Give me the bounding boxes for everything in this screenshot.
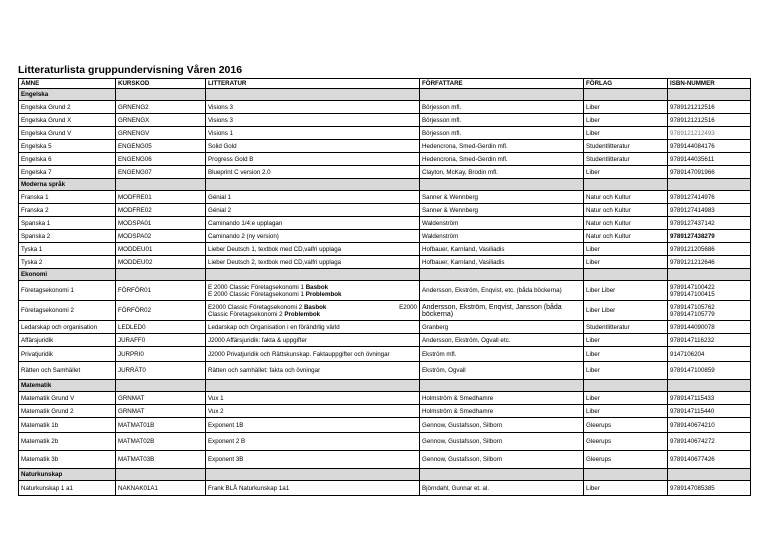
table-cell — [206, 380, 420, 392]
header-row — [19, 79, 751, 89]
table-cell: Ledarskap och organisation — [19, 321, 116, 334]
table-cell — [116, 89, 206, 101]
table-row — [19, 114, 751, 127]
section-row-naturkunskap — [19, 469, 751, 481]
table-cell: Granberg — [420, 321, 584, 334]
table-cell: Gleerups — [584, 433, 668, 451]
table-cell: Tyska 2 — [19, 256, 116, 269]
table-cell: Lieber Deutsch 2, textbok med CD,valfri upplaga — [206, 256, 420, 269]
table-cell: Exponent 2 B — [206, 433, 420, 451]
table-cell: Liber — [584, 101, 668, 114]
table-row — [19, 281, 751, 301]
table-cell: 9789121212646 — [668, 256, 751, 269]
table-cell: Andersson, Ekström, Enqvist, etc. (båda böckerna) — [420, 281, 584, 301]
table-cell: Engelska Grund 2 — [19, 101, 116, 114]
table-cell: Spanska 1 — [19, 217, 116, 230]
cell-text: Problembok — [305, 290, 342, 298]
table-cell: Engelska Grund X — [19, 114, 116, 127]
table-cell: MODFRE01 — [116, 191, 206, 204]
table-cell: Matematik Grund V — [19, 392, 116, 405]
table-cell: Exponent 1B — [206, 418, 420, 433]
table-cell: ENGENG06 — [116, 153, 206, 166]
table-cell: 9789140677426 — [668, 451, 751, 469]
table-cell: Hedencrona, Smed-Gerdin mfl. — [420, 140, 584, 153]
table-cell: Matematik Grund 2 — [19, 405, 116, 418]
table-cell — [206, 89, 420, 101]
table-cell: Liber — [584, 362, 668, 380]
column-header: FÖRLAG — [584, 79, 668, 89]
table-cell: J2000 Privatjuridik och Rättskunskap. Faktauppgifter och övningar — [206, 347, 420, 362]
table-cell: Liber — [584, 334, 668, 347]
section-row-matematik — [19, 380, 751, 392]
table-cell: 9789147085385 — [668, 481, 751, 496]
table-cell: Natur och Kultur — [584, 204, 668, 217]
table-cell: MATMAT01B — [116, 418, 206, 433]
table-cell: Ekström mfl. — [420, 347, 584, 362]
table-cell — [668, 301, 751, 321]
table-cell: Lieber Deutsch 1, textbok med CD,valfri upplaga — [206, 243, 420, 256]
table-cell — [668, 269, 751, 281]
table-cell — [206, 179, 420, 191]
section-label: Matematik — [19, 380, 116, 392]
table-cell: Liber — [584, 347, 668, 362]
table-cell: MODDEU02 — [116, 256, 206, 269]
table-cell: 9789147100859 — [668, 362, 751, 380]
table-cell: 9789144035611 — [668, 153, 751, 166]
table-cell: Företagsekonomi 1 — [19, 281, 116, 301]
column-header: ISBN-NUMMER — [668, 79, 751, 89]
table-cell: Matematik 3b — [19, 451, 116, 469]
table-cell: 9789127414976 — [668, 191, 751, 204]
table-cell: Vux 1 — [206, 392, 420, 405]
table-cell: Waldenström — [420, 230, 584, 243]
table-cell: 9789121205686 — [668, 243, 751, 256]
table-cell: MATMAT02B — [116, 433, 206, 451]
table-row — [19, 217, 751, 230]
cell-text: Problembok — [284, 310, 321, 318]
table-cell — [668, 469, 751, 481]
cell-text: E 2000 Classic Företagsekonomi 1 — [208, 290, 306, 298]
section-label: Moderna språk — [19, 179, 116, 191]
table-cell: Sanner & Wennberg — [420, 191, 584, 204]
table-cell — [668, 380, 751, 392]
table-row — [19, 191, 751, 204]
table-cell: Börjesson mfl. — [420, 114, 584, 127]
table-cell: Engelska 6 — [19, 153, 116, 166]
column-header: KURSKOD — [116, 79, 206, 89]
table-row — [19, 321, 751, 334]
cell-text: 9789147105762 — [670, 303, 715, 311]
table-cell — [584, 469, 668, 481]
table-cell: Engelska 5 — [19, 140, 116, 153]
table-cell: Visions 3 — [206, 114, 420, 127]
table-cell — [668, 179, 751, 191]
table-cell — [206, 301, 420, 321]
table-cell — [206, 281, 420, 301]
table-row — [19, 301, 751, 321]
table-cell: Liber — [584, 405, 668, 418]
table-cell: MODSPA01 — [116, 217, 206, 230]
section-row-engelska — [19, 89, 751, 101]
table-cell: 9789127438279 — [668, 230, 751, 243]
table-cell: JURPRI0 — [116, 347, 206, 362]
table-cell: Natur och Kultur — [584, 217, 668, 230]
table-cell: Ekström, Ogvall — [420, 362, 584, 380]
table-cell: Progress Gold B — [206, 153, 420, 166]
table-cell: FÖRFÖR01 — [116, 281, 206, 301]
table-cell: JURRÄT0 — [116, 362, 206, 380]
table-cell: Hofbauer, Karnland, Vasiliadis — [420, 256, 584, 269]
table-cell — [206, 269, 420, 281]
table-cell: GRNENG2 — [116, 101, 206, 114]
table-row — [19, 418, 751, 433]
table-cell: 9789121212493 — [668, 127, 751, 140]
cell-text: Basbok — [305, 283, 329, 291]
table-row — [19, 362, 751, 380]
table-row — [19, 127, 751, 140]
table-cell: Holmström & Smedhamre — [420, 405, 584, 418]
table-cell — [584, 380, 668, 392]
table-cell: Sanner & Wennberg — [420, 204, 584, 217]
table-cell: Visions 3 — [206, 101, 420, 114]
table-cell: MODFRE02 — [116, 204, 206, 217]
table-cell: Börjesson mfl. — [420, 101, 584, 114]
table-cell — [420, 469, 584, 481]
table-cell: 9789147091966 — [668, 166, 751, 179]
table-cell: Waldenström — [420, 217, 584, 230]
table-cell: Ledarskap och Organisation i en förändrlig värld — [206, 321, 420, 334]
cell-text: 9789147100415 — [670, 290, 715, 298]
table-cell: Franska 1 — [19, 191, 116, 204]
table-cell: Liber — [584, 114, 668, 127]
table-row — [19, 481, 751, 496]
table-cell: Gennow, Gustafsson, Silborn — [420, 433, 584, 451]
table-cell — [116, 179, 206, 191]
table-cell: Solid Gold — [206, 140, 420, 153]
table-cell: Privatjuridik — [19, 347, 116, 362]
cell-text: Basbok — [303, 303, 327, 311]
table-row — [19, 230, 751, 243]
table-cell: Andersson, Ekström, Ogvall etc. — [420, 334, 584, 347]
table-cell: Spanska 2 — [19, 230, 116, 243]
cell-text: E2000 Classic Företagsekonomi 2 — [208, 303, 304, 311]
table-cell: Caminando 2 (ny version) — [206, 230, 420, 243]
table-cell: Hedencrona, Smed-Gerdin mfl. — [420, 153, 584, 166]
table-cell: Liber — [584, 127, 668, 140]
table-cell: 9789140674272 — [668, 433, 751, 451]
table-cell: Gennow, Gustafsson, Silborn — [420, 418, 584, 433]
table-cell: GRNMAT — [116, 392, 206, 405]
table-cell — [668, 89, 751, 101]
table-cell: 9789121212516 — [668, 101, 751, 114]
table-cell: Holmström & Smedhamre — [420, 392, 584, 405]
table-cell: Liber — [584, 481, 668, 496]
cell-text: 9789147100422 — [670, 283, 715, 291]
table-cell: Björndahl, Gunnar et. al. — [420, 481, 584, 496]
table-row — [19, 256, 751, 269]
table-cell: Frank BLÅ Naturkunskap 1a1 — [206, 481, 420, 496]
section-label: Ekonomi — [19, 269, 116, 281]
table-cell: Liber — [584, 256, 668, 269]
page-title: Litteraturlista gruppundervisning Våren 2016 — [18, 64, 243, 76]
table-cell: Génial 1 — [206, 191, 420, 204]
table-cell: MODDEU01 — [116, 243, 206, 256]
table-cell: Natur och Kultur — [584, 191, 668, 204]
table-cell: Matematik 2b — [19, 433, 116, 451]
table-row — [19, 433, 751, 451]
table-cell: 9789147116232 — [668, 334, 751, 347]
table-cell — [116, 380, 206, 392]
table-cell: Vux 2 — [206, 405, 420, 418]
table-cell: 9789144090078 — [668, 321, 751, 334]
table-cell: Franska 2 — [19, 204, 116, 217]
table-row — [19, 392, 751, 405]
table-cell: Studentlitteratur — [584, 153, 668, 166]
section-row-moderna — [19, 179, 751, 191]
table-cell: GRNENGX — [116, 114, 206, 127]
table-cell: Caminando 1/4:e upplagan — [206, 217, 420, 230]
table-cell: Liber Liber — [584, 281, 668, 301]
table-cell: Liber — [584, 166, 668, 179]
table-cell: Rätten och samhället: fakta och övningar — [206, 362, 420, 380]
table-cell: Hofbauer, Karnland, Vasiliadis — [420, 243, 584, 256]
table-cell: Gleerups — [584, 451, 668, 469]
table-cell — [206, 469, 420, 481]
cell-text: 9789147105779 — [670, 310, 715, 318]
section-label: Engelska — [19, 89, 116, 101]
table-cell: Clayton, McKay, Brodin mfl. — [420, 166, 584, 179]
table-row — [19, 347, 751, 362]
table-cell: GRNENGV — [116, 127, 206, 140]
table-cell: LEDLED0 — [116, 321, 206, 334]
table-cell — [420, 179, 584, 191]
table-cell: Natur och Kultur — [584, 230, 668, 243]
table-row — [19, 140, 751, 153]
table-cell: Gleerups — [584, 418, 668, 433]
cell-text: E2000 — [399, 303, 417, 311]
column-header: LITTERATUR — [206, 79, 420, 89]
cell-text: Classic Företagsekonomi 2 — [208, 310, 285, 318]
table-cell: 9789127437142 — [668, 217, 751, 230]
column-header: ÄMNE — [19, 79, 116, 89]
table-row — [19, 334, 751, 347]
table-cell: GRNMAT — [116, 405, 206, 418]
table-cell: Engelska 7 — [19, 166, 116, 179]
table-cell: JURAFF0 — [116, 334, 206, 347]
table-cell: Företagsekonomi 2 — [19, 301, 116, 321]
section-label: Naturkunskap — [19, 469, 116, 481]
table-cell: Gennow, Gustafsson, Silborn — [420, 451, 584, 469]
table-cell: 9789144084176 — [668, 140, 751, 153]
literature-table — [18, 78, 751, 496]
table-row — [19, 451, 751, 469]
table-cell — [420, 269, 584, 281]
table-cell — [116, 469, 206, 481]
table-cell: Matematik 1b — [19, 418, 116, 433]
table-cell — [584, 89, 668, 101]
table-cell: Rätten och Samhället — [19, 362, 116, 380]
table-cell: ENGENG05 — [116, 140, 206, 153]
table-cell: Tyska 1 — [19, 243, 116, 256]
section-row-ekonomi — [19, 269, 751, 281]
table-cell — [420, 89, 584, 101]
table-row — [19, 101, 751, 114]
table-row — [19, 204, 751, 217]
table-cell: Liber Liber — [584, 301, 668, 321]
table-cell: 9789147115440 — [668, 405, 751, 418]
table-cell: ENGENG07 — [116, 166, 206, 179]
table-cell: MODSPA02 — [116, 230, 206, 243]
table-cell — [668, 281, 751, 301]
table-cell: 9789147115433 — [668, 392, 751, 405]
table-row — [19, 243, 751, 256]
table-cell: Liber — [584, 243, 668, 256]
table-cell: Engelska Grund V — [19, 127, 116, 140]
cell-text: E 2000 Classic Företagsekonomi 1 — [208, 283, 306, 291]
table-cell: Visions 1 — [206, 127, 420, 140]
table-row — [19, 405, 751, 418]
table-row — [19, 166, 751, 179]
table-cell: Studentlitteratur — [584, 321, 668, 334]
table-cell: 9789140674210 — [668, 418, 751, 433]
table-cell: MATMAT03B — [116, 451, 206, 469]
table-cell: 9789121212516 — [668, 114, 751, 127]
table-cell — [584, 179, 668, 191]
table-cell: Andersson, Ekström, Enqvist, Jansson (båda böckerna) — [420, 301, 584, 321]
table-cell: Studentlitteratur — [584, 140, 668, 153]
table-cell: Affärsjuridik — [19, 334, 116, 347]
table-cell — [420, 380, 584, 392]
table-cell: NAKNAK01A1 — [116, 481, 206, 496]
table-cell: 9789127414983 — [668, 204, 751, 217]
table-row — [19, 153, 751, 166]
table-cell: Börjesson mfl. — [420, 127, 584, 140]
table-cell — [116, 269, 206, 281]
table-cell: Liber — [584, 392, 668, 405]
table-cell — [584, 269, 668, 281]
table-cell: Naturkunskap 1 a1 — [19, 481, 116, 496]
table-cell: Génial 2 — [206, 204, 420, 217]
table-cell: J2000 Affärsjuridik: fakta & uppgifter — [206, 334, 420, 347]
table-cell: Blueprint C version 2.0 — [206, 166, 420, 179]
table-cell: FÖRFÖR02 — [116, 301, 206, 321]
table-cell: Exponent 3B — [206, 451, 420, 469]
column-header: FÖRFATTARE — [420, 79, 584, 89]
table-cell: 9147106204 — [668, 347, 751, 362]
